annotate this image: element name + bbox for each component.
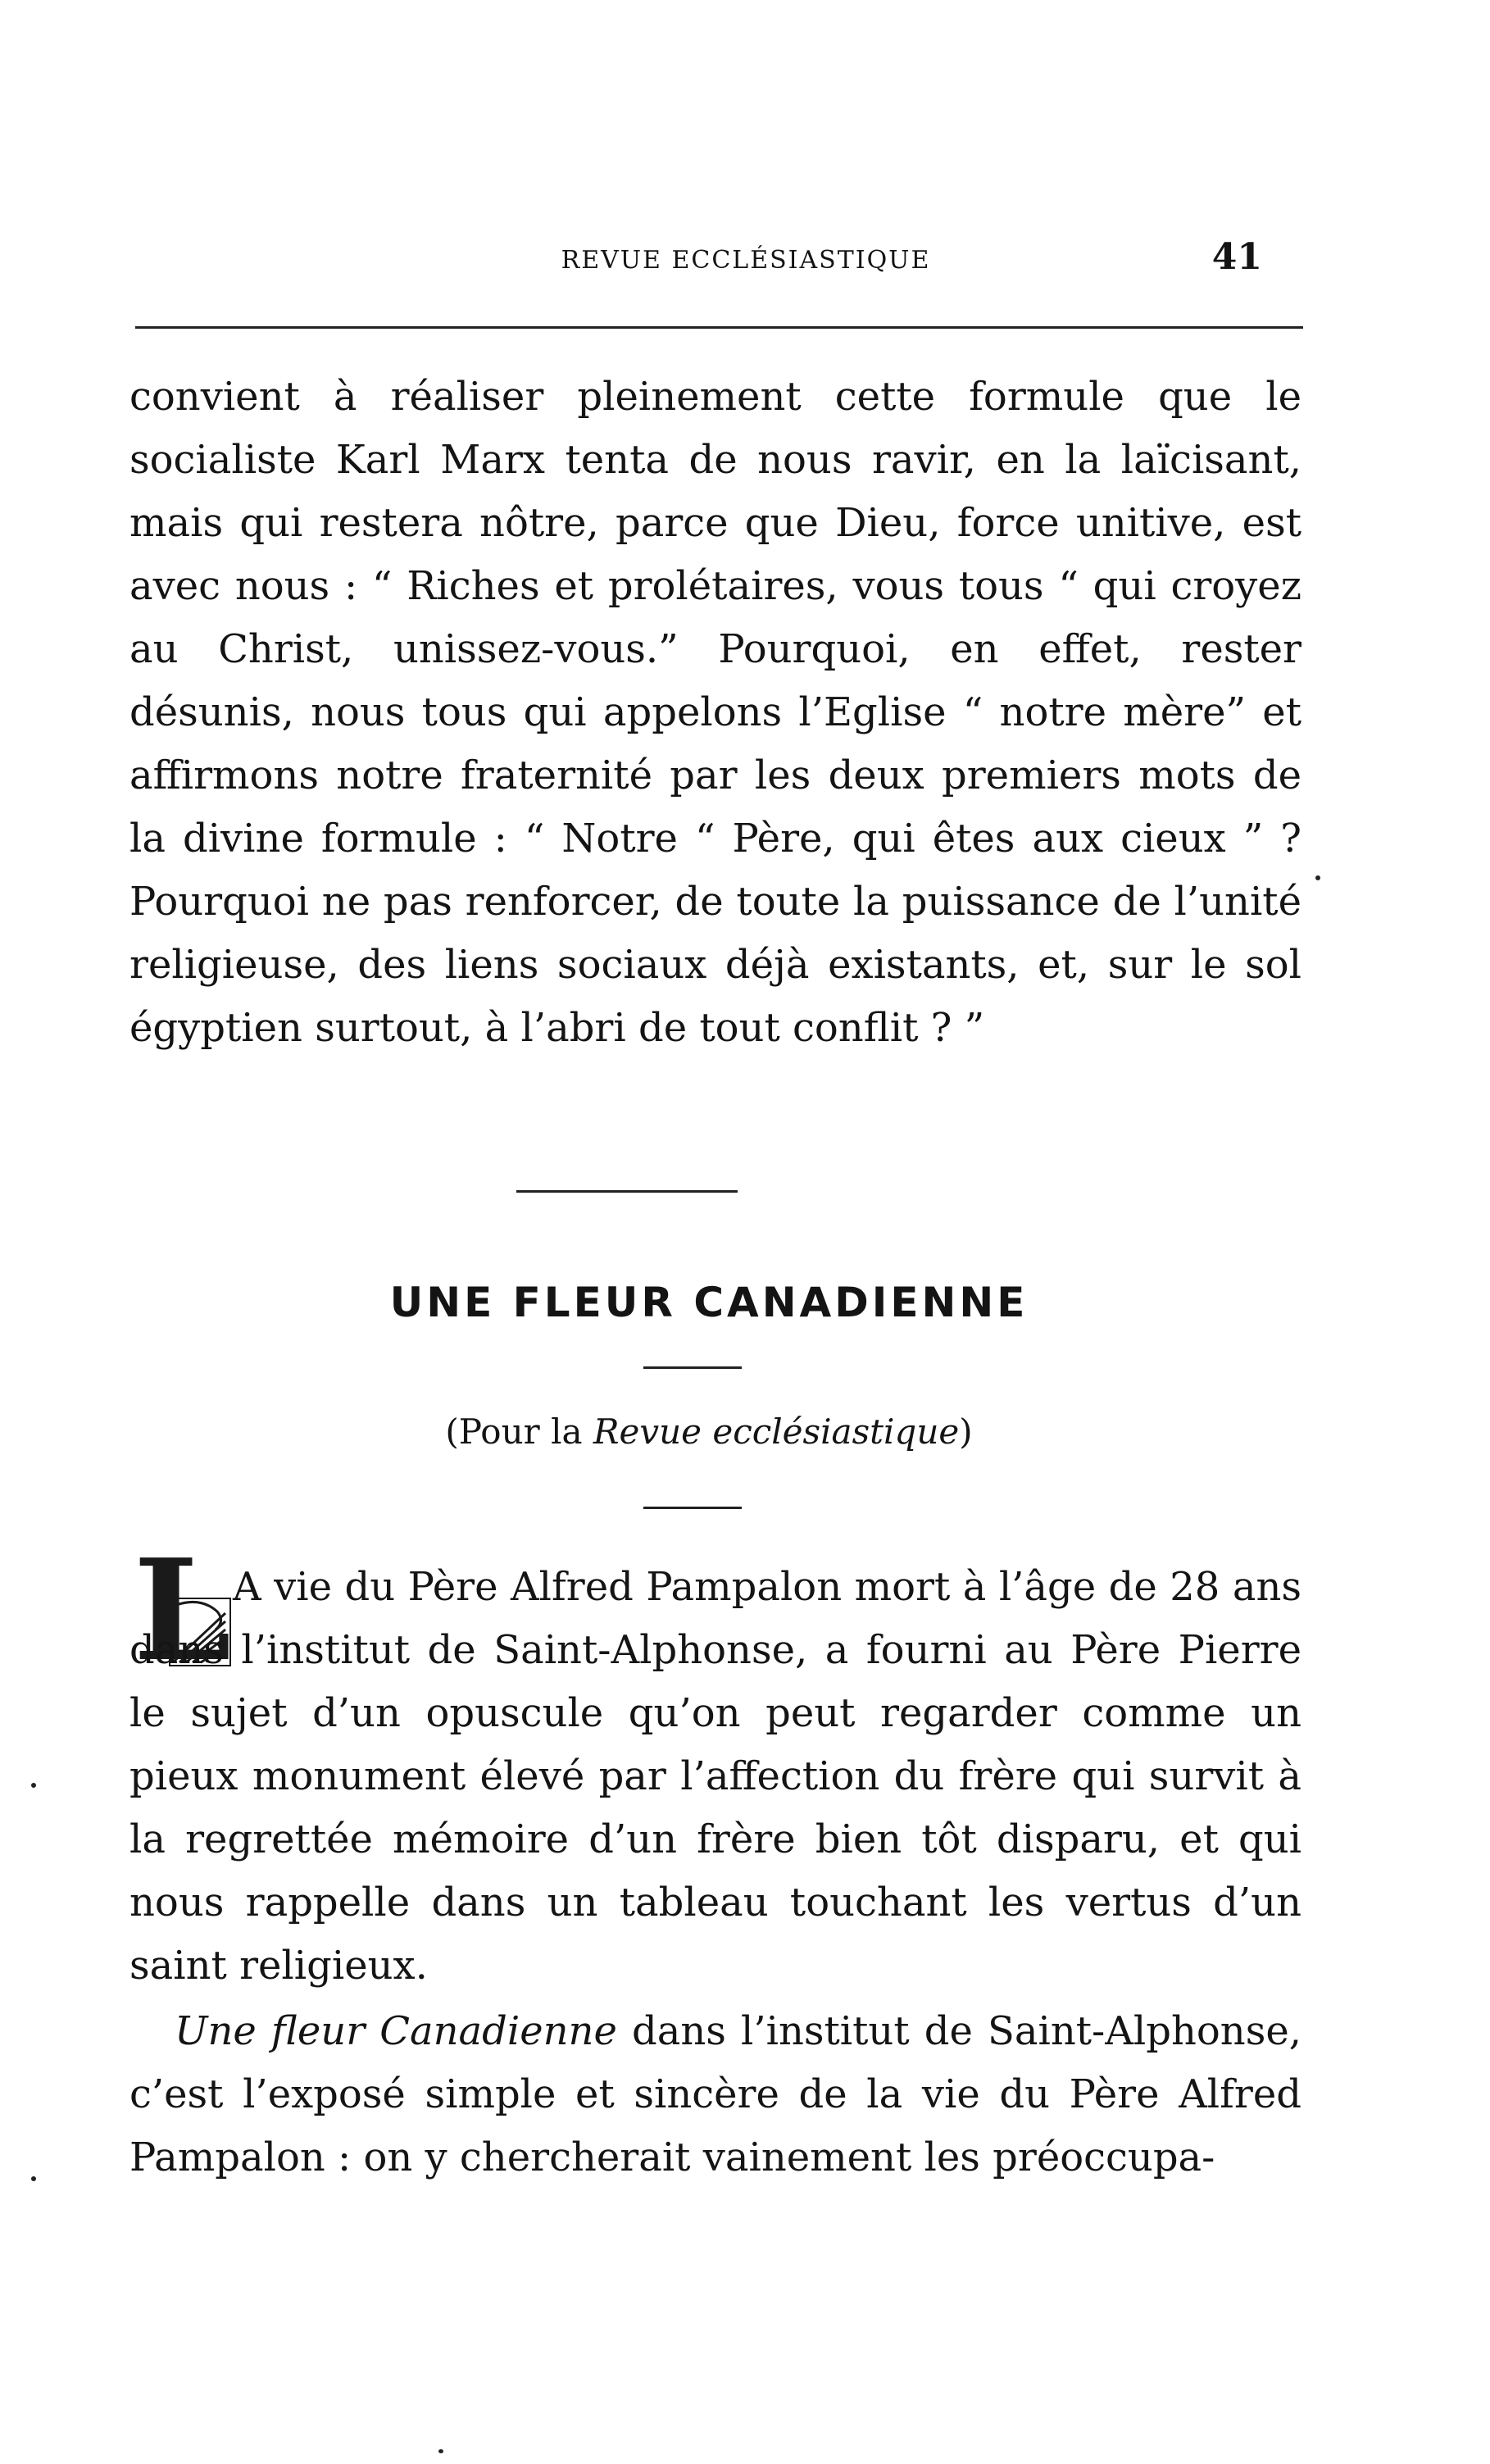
continued-paragraph: convient à réaliser pleinement cette formule que le socialiste Karl Marx tenta de nous ravir, en la laïcisant, mais qui restera nôtre, parce que Dieu, force unitive, est avec nous : “ Riches et prolétaires, vous tous “ qui croyez au Christ, unissez-vous.” Pourquoi, en effet, rester désunis, nous tous qui appelons l’Eglise “ notre mère” et affirmons notre fraternité par les deux premiers mots de la divine formule : “ Notre “ Père, qui êtes aux cieux ” ? Pourquoi ne pas renforcer, de toute la puissance de l’unité religieuse, des liens sociaux déjà existants, et, sur le sol égyptien surtout, à l’abri de tout conflit ? ” bbox=[129, 374, 1301, 1051]
subtitle-suffix: ) bbox=[959, 1412, 973, 1452]
print-speck bbox=[438, 2449, 443, 2453]
section-separator-rule bbox=[516, 1190, 738, 1193]
page-number: 41 bbox=[1211, 236, 1262, 278]
article-paragraph-2 bbox=[129, 2000, 1301, 2189]
drop-cap-letter: L bbox=[133, 1529, 232, 1693]
article-subtitle bbox=[328, 1412, 1090, 1452]
subtitle-rule bbox=[643, 1507, 742, 1509]
print-speck bbox=[31, 2176, 36, 2181]
print-speck bbox=[1315, 875, 1320, 880]
print-speck bbox=[31, 1783, 36, 1788]
book-title-italic: Une fleur Canadienne bbox=[175, 2008, 617, 2054]
subtitle-prefix: (Pour la bbox=[445, 1412, 593, 1452]
paragraph-2-text: dans l’institut de Saint-Alphonse, c’est l’exposé simple et sincère de la vie du Père Alfred Pampalon : on y chercherait vainement les préoccupa- bbox=[129, 2008, 1302, 2180]
header-rule bbox=[135, 326, 1303, 329]
running-head: REVUE ECCLÉSIASTIQUE bbox=[561, 246, 931, 275]
article-title: UNE FLEUR CANADIENNE bbox=[389, 1279, 1029, 1326]
title-rule bbox=[643, 1366, 742, 1369]
article-paragraph-1: A vie du Père Alfred Pampalon mort à l’âge de 28 ans dans l’institut de Saint-Alphonse, a fourni au Père Pierre le sujet d’un opuscule qu’on peut regarder comme un pieux monument élevé par l’affection du frère qui survit à la regrettée mémoire d’un frère bien tôt disparu, et qui nous rappelle dans un tableau touchant les vertus d’un saint religieux. bbox=[129, 1564, 1301, 1989]
subtitle-journal-name: Revue ecclésiastique bbox=[593, 1412, 960, 1452]
